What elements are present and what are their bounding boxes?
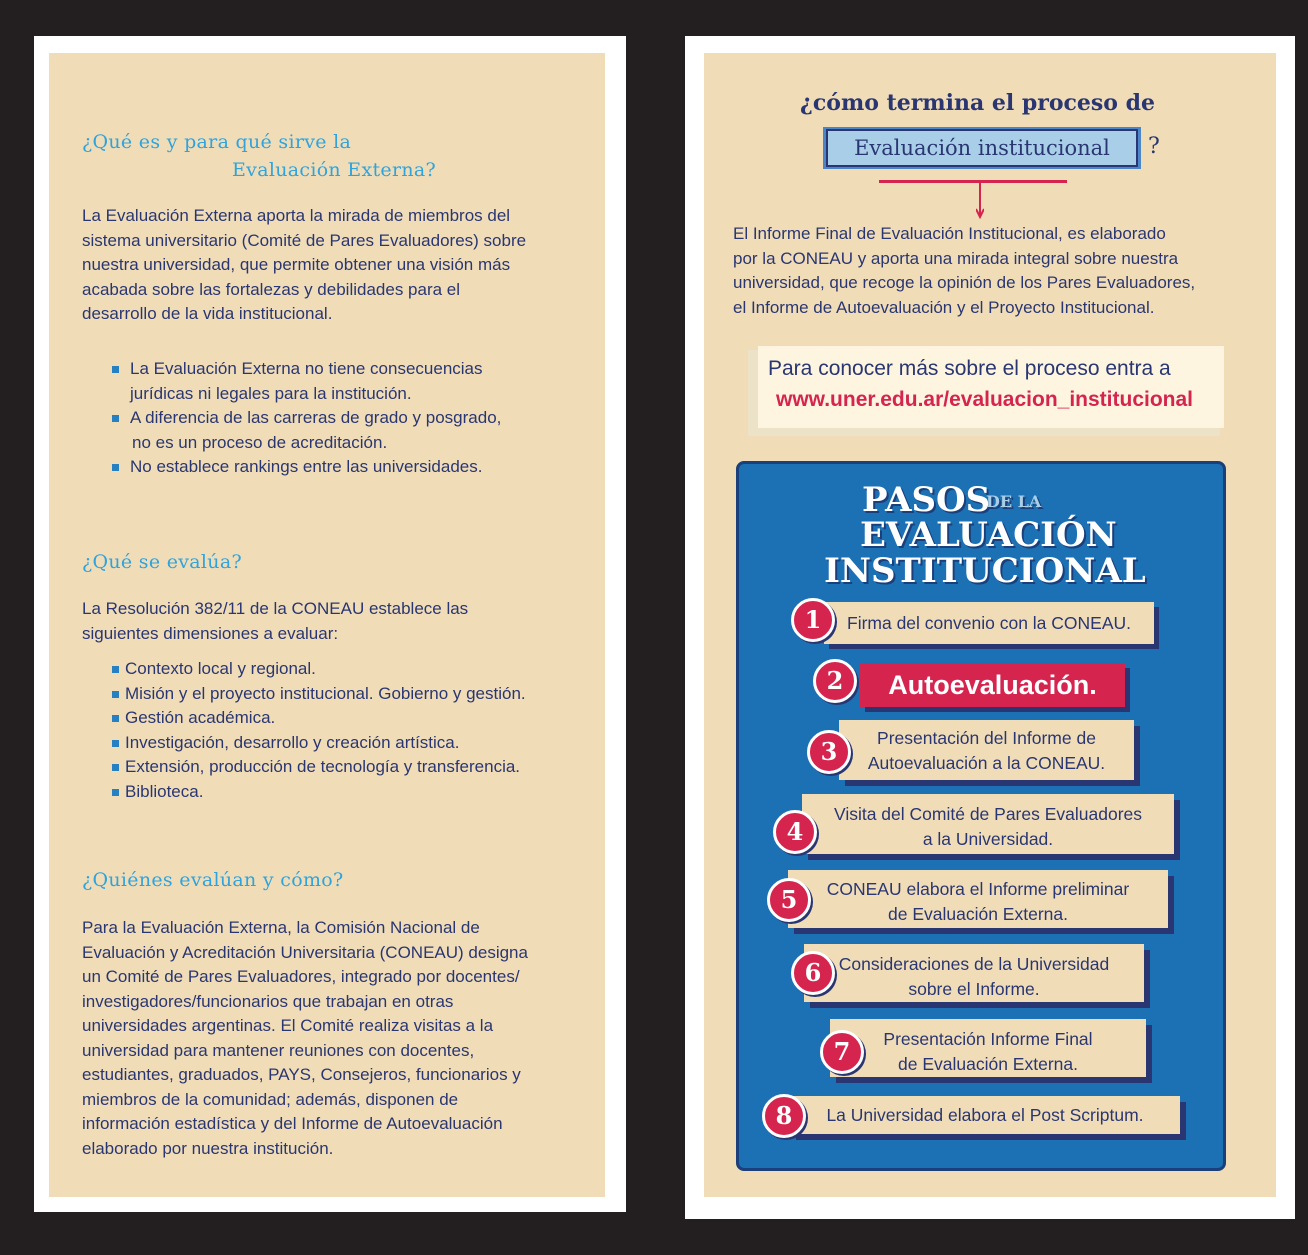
title-box: Evaluación institucional — [826, 129, 1138, 167]
step-4 — [802, 794, 1174, 854]
step-number-badge: 5 — [767, 878, 811, 922]
list-item: Investigación, desarrollo y creación artística. — [110, 731, 526, 756]
text-line: Evaluación y Acreditación Universitaria (CONEAU) designa — [82, 942, 528, 962]
text-line: universidad para mantener reuniones con docentes, — [82, 1040, 475, 1060]
text-line: universidades argentinas. El Comité realiza visitas a la — [82, 1016, 494, 1035]
text-line: elaborado por nuestra institución. — [82, 1138, 334, 1158]
text-line: Para la Evaluación Externa, la Comisión Nacional de — [82, 918, 480, 937]
text-line: universidad, que recoge la opinión de los Pares Evaluadores, — [733, 273, 1196, 292]
heading-que-se-evalua: ¿Qué se evalúa? — [82, 551, 242, 573]
step-label: de Evaluación Externa. — [898, 1054, 1078, 1074]
step-label: a la Universidad. — [922, 829, 1054, 849]
step-number-badge: 8 — [762, 1094, 806, 1138]
step-label: sobre el Informe. — [908, 979, 1040, 999]
step-label: de Evaluación Externa. — [888, 904, 1068, 924]
step-label: Firma del convenio con la CONEAU. — [847, 613, 1131, 633]
step-8 — [790, 1096, 1180, 1134]
step-label: Presentación del Informe de — [877, 728, 1096, 748]
bullets-evaluacion-externa — [110, 357, 501, 480]
text-line: por la CONEAU y aporta una mirada integral sobre nuestra — [733, 248, 1179, 268]
steps-title-de-la: DE LA — [986, 492, 1042, 511]
text-line: sistema universitario (Comité de Pares Evaluadores) sobre — [82, 230, 527, 250]
text-line: La Evaluación Externa aporta la mirada de miembros del — [82, 206, 511, 225]
step-label: Autoevaluación. — [888, 670, 1097, 700]
title-question-mark: ? — [1148, 134, 1160, 159]
step-3 — [839, 720, 1134, 780]
paragraph-informe-final — [733, 222, 1195, 320]
text-line: investigadores/funcionarios que trabajan en otras — [82, 991, 454, 1011]
red-underline — [879, 180, 1067, 183]
text-line: siguientes dimensiones a evaluar: — [82, 623, 339, 643]
steps-title-institucional: INSTITUCIONAL — [824, 551, 1146, 591]
text-line: La Resolución 382/11 de la CONEAU establece las — [82, 599, 469, 618]
list-item: Misión y el proyecto institucional. Gobierno y gestión. — [110, 682, 526, 707]
text-line: nuestra universidad, que permite obtener una visión más — [82, 255, 511, 274]
text-line: estudiantes, graduados, PAYS, Consejeros, funcionarios y — [82, 1065, 521, 1084]
paragraph-resolucion — [82, 597, 468, 646]
text-line: desarrollo de la vida institucional. — [82, 304, 333, 323]
text-line: El Informe Final de Evaluación Institucional, es elaborado — [733, 224, 1166, 243]
paragraph-quienes-evaluan — [82, 916, 528, 1161]
step-label: Presentación Informe Final — [883, 1029, 1093, 1049]
step-label: Consideraciones de la Universidad — [838, 954, 1110, 974]
step-label: La Universidad elabora el Post Scriptum. — [826, 1105, 1144, 1125]
heading-que-es-line2: Evaluación Externa? — [232, 159, 437, 181]
step-label: Autoevaluación a la CONEAU. — [867, 753, 1106, 773]
list-item: No establece rankings entre las universidades. — [110, 455, 501, 480]
list-item: Contexto local y regional. — [110, 657, 526, 682]
list-item: A diferencia de las carreras de grado y posgrado, no es un proceso de acreditación. — [110, 406, 501, 455]
paragraph-evaluacion-externa — [82, 204, 526, 327]
step-number-badge: 7 — [820, 1030, 864, 1074]
text-line: un Comité de Pares Evaluadores, integrado por docentes/ — [82, 967, 520, 986]
step-number-badge: 3 — [807, 730, 851, 774]
step-number-badge: 4 — [773, 810, 817, 854]
list-item: Extensión, producción de tecnología y transferencia. — [110, 755, 526, 780]
website-link[interactable]: www.uner.edu.ar/evaluacion_institucional — [776, 388, 1193, 411]
step-label: CONEAU elabora el Informe preliminar — [826, 879, 1130, 899]
text-line: miembros de la comunidad; además, disponen de — [82, 1089, 459, 1109]
text-line: información estadística y del Informe de Autoevaluación — [82, 1114, 503, 1133]
step-1 — [824, 602, 1154, 644]
text-line: acabada sobre las fortalezas y debilidades para el — [82, 279, 461, 299]
step-7 — [830, 1019, 1146, 1077]
down-arrow-icon — [976, 181, 984, 221]
step-number-badge: 2 — [813, 659, 857, 703]
list-item: Biblioteca. — [110, 780, 526, 805]
step-number-badge: 6 — [791, 951, 835, 995]
step-5 — [788, 870, 1168, 928]
text-line: el Informe de Autoevaluación y el Proyecto Institucional. — [733, 297, 1155, 317]
right-title: ¿cómo termina el proceso de — [800, 90, 1156, 116]
steps-title-evaluacion: EVALUACIÓN — [860, 515, 1117, 555]
step-2 — [860, 663, 1125, 707]
list-item: Gestión académica. — [110, 706, 526, 731]
bullets-dimensiones — [110, 657, 526, 804]
heading-que-es-line1: ¿Qué es y para qué sirve la — [82, 131, 352, 153]
link-intro: Para conocer más sobre el proceso entra a — [768, 357, 1171, 380]
step-6 — [804, 944, 1144, 1002]
steps-title-pasos: PASOS — [862, 480, 991, 520]
heading-quienes-evaluan: ¿Quiénes evalúan y cómo? — [82, 869, 344, 891]
step-label: Visita del Comité de Pares Evaluadores — [833, 804, 1143, 824]
list-item: La Evaluación Externa no tiene consecuencias jurídicas ni legales para la institución. — [110, 357, 501, 406]
step-number-badge: 1 — [791, 598, 835, 642]
